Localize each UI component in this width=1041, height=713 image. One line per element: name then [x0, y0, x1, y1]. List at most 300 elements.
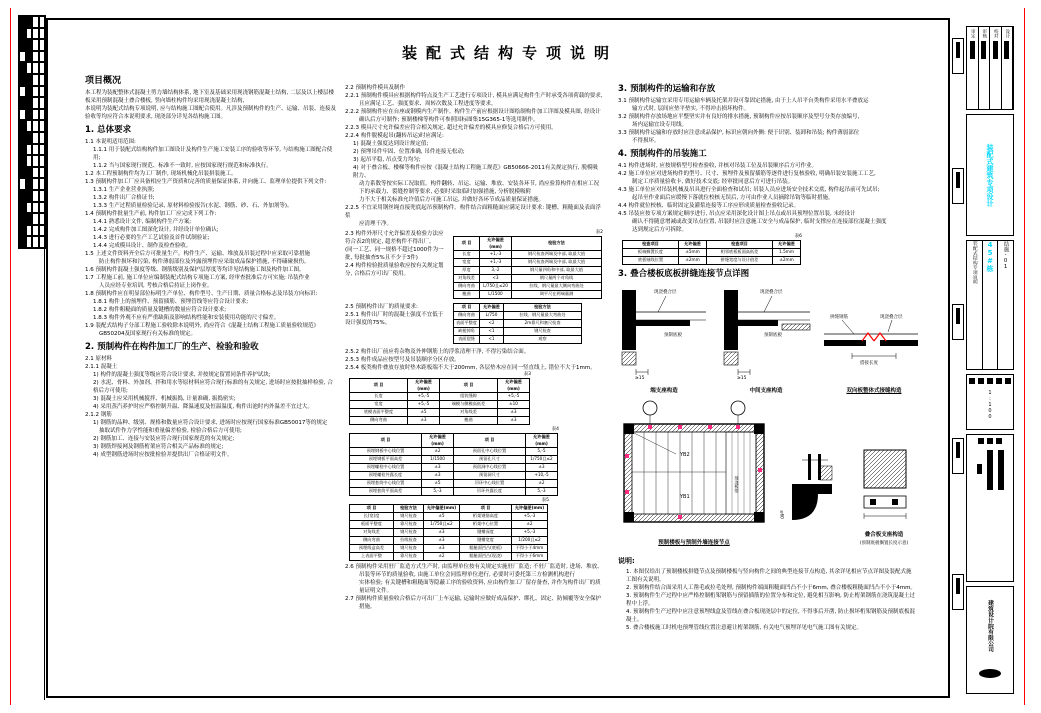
section-2-6 — [345, 563, 603, 611]
stamp-box — [952, 38, 964, 74]
table-cell: 钢尺检查 — [394, 529, 424, 537]
seal-square — [969, 378, 975, 384]
text-line: 防止构件损坏和污染, 构件薄弱部位及外露预埋件应采取成品保护措施, 不得磕碰损伤。 — [99, 259, 310, 265]
text-line: 1.3.3 生产过程质量检验记录, 原材料检验报告(水泥、钢筋、砂、石、外加剂等)。 — [93, 203, 293, 209]
table-cell: L/1500 — [480, 291, 512, 299]
table-cell: 表面裂缝 — [454, 336, 480, 344]
text-line: 1.3.2 构件出厂合格证书; — [93, 195, 155, 201]
table-cell: 5,-3 — [526, 488, 558, 496]
table-cell: 键槽宽度 — [460, 537, 512, 545]
table-cell: 预留孔中心线位置 — [454, 448, 526, 456]
note-line: 4. 预制构件生产过程中应注意预埋线盒及管线在叠合板现浇层中的定位, 不得事后开凿, 防止损坏桁架钢筋及预制底板混凝土。 — [626, 609, 915, 623]
text-line: 3) 起吊平稳, 吊点受力均匀; — [353, 157, 421, 163]
table-cell: 钢尺检查 — [394, 513, 424, 521]
table-cell: 拼缝宽度与设计值差 — [707, 257, 773, 265]
signature-box — [966, 26, 1014, 110]
text-line: 本工程为装配整体式混凝土剪力墙结构体系, 地下室及基础采用现浇钢筋混凝土结构, 二层及以上楼层楼板采用预制混凝土叠合楼板, 竖向墙柱构件均采用现浇混凝土结构, — [85, 90, 334, 104]
text-line: 2.5.3 构件成品应按型号及吊装顺序分区存放。 — [345, 357, 460, 363]
text-line: 4.3 施工单位应对吊装机械及吊具进行全面检查和试吊; 吊装人员应进场安全技术交底, 构件起吊前可先试吊; — [618, 187, 880, 193]
row-2-5 — [345, 303, 603, 346]
table-cell: 宽度 — [350, 401, 408, 409]
table-cell: ±3 — [498, 409, 530, 417]
table-cell: 不得小于4mm — [512, 545, 548, 553]
signature-mark — [1004, 41, 1009, 59]
joint-detail-row — [618, 284, 918, 394]
plan-caption: 预制楼板与预制外墙连接节点 — [658, 540, 730, 546]
text-line: 1.6 预制构件混凝土强度等级、钢筋级别及保护层厚度等均详见结构施工图及构件加工图。 — [85, 267, 305, 273]
text-line: 下的承载力、裂缝控制等要求, 必要时采取临时加强措施, 分析脱模吸附 — [359, 189, 531, 195]
table-cell: L/750 — [480, 312, 504, 320]
text-line: 制定工序质量验收卡, 做好技术交底; 经审批同意后方可进行吊装。 — [632, 179, 794, 185]
support-drawing — [848, 446, 918, 524]
table-cell: <1 — [480, 336, 504, 344]
section-drawing — [780, 450, 838, 542]
text-line: 2.7 预制构件质量验收合格后方可出厂上车运输, 运输时应做好成品保护、绑扎、固定、防倾覆等安全保护 — [345, 596, 601, 602]
table-caption: 表4 — [551, 427, 559, 432]
titleblock-narrow-strip — [952, 18, 965, 698]
text-line: 1.9 装配式结构子分部工程施工验收除本说明外, 尚应符合《混凝土结构工程施工质量验收规范》 — [85, 323, 319, 329]
table-cell: ±3 — [408, 417, 440, 425]
text-line: 1.3 预制构件加工厂应具备相应生产资质和完善的质量保证体系, 并向施工、监理单位提供下列文件: — [85, 179, 327, 185]
text-line: 项目概况 — [85, 76, 122, 86]
table-header-cell: 允许偏差(mm) — [498, 379, 530, 393]
svg-text:拼缝钢筋: 拼缝钢筋 — [830, 315, 848, 320]
table-cell: 底板轴线位置 — [623, 257, 679, 265]
table-cell: 钢尺量四角和中部, 取最大值 — [512, 267, 602, 275]
seal-square — [1005, 378, 1011, 384]
text-line: 3. 预制构件的运输和存放 — [618, 84, 716, 94]
table-cell: 钢尺检查两端及中部, 取最大值 — [512, 251, 602, 259]
text-line: 1.1.1 用于装配式结构构件加工图设计及构件生产施工安装工序的验收等环节, 与结构施工图配合使用; — [93, 147, 333, 161]
table-cell: 侧向弯曲 — [454, 312, 480, 320]
note-line: 1. 本图仅给出了预制楼板拼缝节点及预制楼板与竖向构件之间的典型连接节点构造, 其余详见相应节点详图及装配式施工图有关说明。 — [626, 569, 912, 583]
svg-text:现浇叠合层: 现浇叠合层 — [654, 290, 677, 295]
table-cell: 预埋钢板中心线位置 — [350, 448, 422, 456]
table-cell: <3 — [480, 275, 512, 283]
table-header-cell: 允许偏差 — [480, 304, 504, 312]
notes-title: 说明: — [618, 557, 635, 565]
svg-text:≥15: ≥15 — [635, 376, 645, 380]
support-caption-1: 叠合板支座构造 — [864, 532, 904, 538]
support-caption-2: (预制底板搁置长度示意) — [859, 541, 909, 546]
sections-3-4 — [618, 84, 918, 234]
table-cell: <1 — [480, 328, 504, 336]
text-line: 2.2.2 预制构件应在台座或钢模内生产制作。构件生产前应根据设计图绘制构件加工详图及模具图, 经设计 — [345, 109, 601, 115]
table-cell: 钢尺检查两端及中部, 取最大值 — [512, 259, 602, 267]
table-header-cell: 允许偏差(mm) — [480, 237, 512, 251]
text-line: 3.2 预制构件存放场地应平整坚实并有良好的排水措施, 预制构件应按吊装顺序及型号分类存放编号, — [618, 114, 860, 120]
seal-square — [987, 438, 993, 444]
table-cell: 相邻底板板面高低差 — [707, 249, 773, 257]
signature-mark — [970, 41, 975, 59]
seal-box-2 — [966, 434, 1014, 582]
mid-support-drawing — [720, 284, 812, 380]
table-caption: 表5 — [541, 498, 549, 503]
text-line: 1.7 工程施工前, 施工单位应编制装配式结构专项施工方案, 经审查批准后方可实施; 吊装作业 — [85, 275, 310, 281]
signature-label: 设计 — [1004, 29, 1010, 38]
table-header-cell: 允许偏差 — [679, 241, 707, 249]
text-line: 4) 采用蒸汽养护时应严格控制升温、降温速度及恒温温度, 构件出池时内外温差不宜过大。 — [93, 404, 313, 410]
table-header-cell: 项 目 — [454, 434, 526, 448]
table-cell: 预埋钢板平面高差 — [350, 456, 422, 464]
text-line: 2.1 原材料 — [85, 356, 112, 362]
table-header-cell: 检验方法 — [504, 304, 582, 312]
text-line: 1.2 本工程预制构件均为工厂制作, 现场机械化吊装拼装施工。 — [85, 171, 237, 177]
text-line: 1) 钢筋的品种、级别、规格和数量应符合设计要求, 进场时应按现行国家标准GB50017等的规定 — [93, 420, 328, 426]
drawing-info-box — [966, 240, 1014, 370]
table-cell: 1/750且≤2 — [526, 456, 558, 464]
table-cell: 侧向弯曲 — [454, 283, 480, 291]
table-cell: 靠尺检查 — [394, 553, 424, 561]
svg-text:≥15: ≥15 — [737, 376, 747, 380]
svg-text:≥60: ≥60 — [780, 510, 785, 519]
table-cell: ±2 — [424, 553, 460, 561]
company-logo — [979, 669, 1001, 678]
table-cell: 拉线检查 — [394, 537, 424, 545]
text-line: 措施。 — [359, 604, 376, 610]
table-cell: 调平尺在两端量测 — [512, 291, 602, 299]
sheet-title: 装配式结构专项说明 — [401, 44, 618, 62]
text-line: 且应满足工艺、强度要求、周转次数及工程进度等要求。 — [359, 101, 497, 107]
text-line: 应清理干净。 — [359, 221, 393, 227]
text-line: 达到规定后方可拆除。 — [632, 227, 688, 233]
table-cell: 2m靠尺和塞尺检查 — [504, 320, 582, 328]
note-line: 2. 预制构件结合面采用人工凿毛或拉毛处理, 预制构件端面粗糙面凹凸不小于6mm, 叠合楼板粗糙面凹凸不小于4mm。 — [626, 585, 916, 591]
text-line: 1.1 本说明适用范围: — [85, 139, 136, 145]
signature-cell — [990, 27, 1002, 109]
text-line: 2.3 构件外形尺寸允许偏差及检验方法应符合表2的规定, 超差构件不得出厂。 — [345, 231, 444, 245]
table-cell: 翘曲 — [454, 291, 480, 299]
table-cell: 桁架中心位置 — [460, 521, 512, 529]
text-line: 1) 混凝土强度达到设计规定值; — [353, 141, 429, 147]
table-cell: 键槽深度 — [460, 529, 512, 537]
text-line: 2.5.1 构件出厂时的混凝土强度不宜低于设计强度的75%。 — [345, 312, 444, 326]
table-header-cell: 检验方法 — [512, 237, 602, 251]
text-line: 2) 水泥、骨料、外加剂、拌和用水等原材料应符合现行标准的有关规定, 进场时应按批抽样检验, 合格后方可使用; — [93, 380, 333, 394]
table-cell: ±2 — [526, 480, 558, 488]
stamp-box — [952, 574, 964, 610]
text-line: 2.5 预制构件出厂的质量要求: — [345, 304, 418, 310]
svg-text:YB2: YB2 — [680, 452, 690, 458]
table-cell: 长度 — [350, 393, 408, 401]
text-line: 1.1.2 当与国家现行规范、标准不一致时, 应按国家现行规范和标准执行。 — [93, 163, 272, 169]
spec-table — [453, 303, 582, 344]
detail-two-way-joint — [822, 310, 918, 394]
spec-table — [349, 433, 558, 496]
detail-caption: 中间支座构造 — [749, 388, 783, 394]
table-cell: 预埋螺栓外露长度 — [350, 472, 422, 480]
text-line: 3) 混凝土应采用机械搅拌、机械振捣, 计量准确, 振捣密实; — [93, 396, 236, 402]
detail-caption: 端支座构造 — [650, 388, 678, 394]
table-cell: ±3 — [424, 545, 460, 553]
table-cell: +10,-5 — [526, 472, 558, 480]
end-support-drawing — [618, 284, 710, 380]
signature-cell — [1002, 27, 1014, 109]
signature-cell — [979, 27, 991, 109]
text-line: 2.5.4 板类构件叠放存放时垫木距板端不大于200mm, 各层垫木应在同一竖直线上, 错位不大于1mm。 — [345, 365, 596, 371]
text-line: 起吊至作业面后应缓慢下落就位校核无误后, 方可由作业人员摘除吊钩等临时措施。 — [632, 195, 834, 201]
stamp-box — [952, 168, 964, 204]
table-cell: ±2 — [512, 521, 548, 529]
table-4-container — [345, 427, 603, 496]
table-cell: +5,-3 — [512, 513, 548, 521]
svg-text:现浇叠合层: 现浇叠合层 — [880, 315, 903, 320]
seal-box-1 — [966, 374, 1014, 430]
table-cell: 对角线差 — [350, 529, 394, 537]
text-line: 4.2 施工单位应对进场构件的型号、尺寸、预埋件及预留插筋等逐件进行复核验收, 明确吊装安装施工工艺, — [618, 171, 876, 177]
table-header-cell: 检查项目 — [623, 241, 679, 249]
table-cell: 粗糙面凹凸(底板) — [460, 545, 512, 553]
seal-square — [978, 378, 984, 384]
table-cell: L/750且≤20 — [480, 283, 512, 291]
binding-revision-strip — [18, 15, 46, 249]
table-cell: 钢尺量两个对角线 — [512, 275, 602, 283]
table-cell: 粗糙面凹凸(现浇) — [460, 553, 512, 561]
text-line: 2.6 预制构件采用驻厂监造方式生产时, 由监理单位按有关规定实施驻厂监造; 不驻厂监造时, 进场、堆放、 — [345, 564, 603, 570]
table-cell: ±3 — [424, 537, 460, 545]
text-beside-table2 — [345, 230, 445, 278]
support-detail — [848, 446, 918, 546]
svg-text:现浇板带: 现浇板带 — [734, 476, 740, 493]
detail-heading: 3. 叠合楼板底板拼缝连接节点详图 — [618, 269, 750, 279]
table-cell: 厚度 — [454, 267, 480, 275]
text-column-1 — [85, 74, 337, 670]
table-header-cell: 项 目 — [440, 379, 498, 393]
table-cell: 拉线、钢尺量最大弯曲处 — [504, 312, 582, 320]
note-line: 5. 叠合楼板施工时机电预埋管线位置注意避让桁架钢筋, 有关电气预埋详见电气施工图有关规定。 — [626, 625, 862, 631]
right-trim-line — [1024, 8, 1025, 705]
table-cell: 拉线、钢尺量最大侧向弯曲处 — [512, 283, 602, 291]
text-line: 2.2.4 构件脱模起吊(翻转吊运)时应满足: — [345, 133, 444, 139]
table-cell: 预留洞中心线位置 — [454, 464, 526, 472]
table-cell: 预埋线盒高差 — [350, 545, 394, 553]
text-line: 4.4 构件就位校核、临时固定及灌浆连接等工序应形成质量检查验收记录。 — [618, 203, 799, 209]
notes-list — [618, 568, 916, 632]
signature-label: 审定 — [970, 29, 976, 38]
text-line: 1.4.4 完成模具设计、制作及检查验收。 — [93, 243, 192, 249]
signature-bars — [967, 444, 1013, 490]
spec-table — [453, 236, 602, 299]
svg-text:预制底板: 预制底板 — [764, 333, 782, 338]
table-caption: 表6 — [794, 234, 802, 239]
table-cell: 预埋螺栓中心线位置 — [350, 464, 422, 472]
company-name: 建筑设计院有限公司 — [986, 599, 993, 653]
text-line: 力不大于相关标准允许值后方可施工吊运, 并做好各环节成品质量保证措施。 — [359, 197, 544, 203]
text-line: 4.1 构件进场时, 应按规格型号检查验收, 并核对吊装工位及吊装顺序后方可作业。 — [618, 163, 817, 169]
table-header-cell: 项 目 — [454, 237, 480, 251]
table-header-cell: 项 目 — [350, 379, 408, 393]
table-cell: 长(宽)度 — [350, 513, 394, 521]
seal-square — [996, 438, 1002, 444]
project-name: 装配式建筑专项设计 — [986, 143, 994, 207]
table-cell: 桁架钢筋高度 — [460, 513, 512, 521]
table-cell: +5,-5 — [408, 401, 440, 409]
drawing-title-vertical: 装配式结构专项说明 — [971, 241, 977, 285]
table-cell: 不得小于6mm — [512, 553, 548, 561]
table-cell: 上表面平整 — [350, 553, 394, 561]
signature-label: 校对 — [993, 29, 999, 38]
detail-end-support — [618, 284, 710, 394]
text-line: 1.3.1 生产企业营业执照; — [93, 187, 155, 193]
signature-mark — [993, 41, 998, 59]
table-cell: 观察 — [504, 336, 582, 344]
detail-mid-support — [720, 284, 812, 394]
stamp-box — [952, 438, 964, 474]
table-cell: ±5 — [408, 409, 440, 417]
text-line: 2.1.1 混凝土 — [85, 364, 118, 370]
table-cell: ±3 — [422, 472, 454, 480]
two-way-joint-drawing — [822, 310, 918, 380]
table-header-cell: 允许偏差(mm) — [408, 379, 440, 393]
text-line: 4) 成型钢筋进场时应按批检验并提供出厂合格证明文件。 — [93, 452, 233, 458]
signature-cell — [967, 27, 979, 109]
text-line: 2) 预埋吊件牢固、位置准确, 吊件连接无松动; — [353, 149, 465, 155]
signature-label: 审核 — [981, 29, 987, 38]
plan-drawing — [618, 398, 770, 532]
text-line: 4) 对于叠合板、楼梯等构件应按《混凝土结构工程施工规范》GB50666-2011有关规定执行, 脱模吸附力、 — [353, 165, 598, 179]
detail-caption: 双向板整体式接缝构造 — [846, 388, 902, 394]
svg-text:YB1: YB1 — [680, 494, 690, 500]
text-line: 4. 预制构件的吊装施工 — [618, 149, 707, 159]
table-cell: 侧向弯曲 — [350, 537, 394, 545]
table-cell: 靠尺检查 — [394, 521, 424, 529]
text-line: 不得损坏。 — [632, 138, 660, 144]
text-line: (同一工艺、同一规格不超过1000件为一批, 每批抽查5%且不少于3件) — [345, 247, 444, 261]
text-line: 抽取试件作力学性能和重量偏差检验, 检验合格后方可使用; — [99, 428, 242, 434]
signature-mark — [981, 41, 986, 59]
table-cell: ±2mm — [773, 257, 801, 265]
table-cell: +5,-5 — [408, 393, 440, 401]
table-cell: 1/1500 — [422, 456, 454, 464]
plan-detail-row — [618, 398, 918, 546]
table-cell: 吊环外露长度 — [454, 488, 526, 496]
text-column-3 — [618, 80, 918, 680]
text-line: GB50204及国家现行有关标准的规定。 — [99, 331, 197, 337]
table-cell: ±5 — [422, 480, 454, 488]
table-cell: 1.5mm — [773, 249, 801, 257]
text-line: 动力系数等按实际工况取值。构件翻转、吊运、运输、堆放、安装各环节, 尚应验算构件在相应工况 — [359, 181, 599, 187]
table-cell: 吊环中心线位置 — [454, 480, 526, 488]
table-3-container — [345, 372, 603, 425]
text-line: 人员应经专业培训, 考核合格后持证上岗作业。 — [99, 283, 213, 289]
table-cell: 宽度 — [454, 259, 480, 267]
table-caption: 表2 — [595, 230, 603, 235]
table-cell: 端模与侧模高低差 — [440, 401, 498, 409]
text-line: 吊装等环节的质量验收, 由施工单位会同监理单位进行, 必要时可委托第三方检测机构进行 — [359, 572, 575, 578]
table-cell: 缺棱掉角 — [454, 328, 480, 336]
table-cell: 对角线差 — [454, 275, 480, 283]
table-cell: +5,-5 — [498, 393, 530, 401]
table-cell: ±3 — [422, 464, 454, 472]
text-line: 2.2.5 不宜采用钢丝绳直接兜底起吊预制构件。构件结合面粗糙面应满足设计要求: 键槽、粗糙面及表面浮浆 — [345, 205, 601, 219]
text-line: 2.4 构件检验批质量验收应按有关规定划分, 合格后方可出厂使用。 — [345, 263, 444, 277]
stamp-box — [952, 304, 964, 340]
seal-square — [978, 438, 984, 444]
text-line: 2.1.2 钢筋 — [85, 412, 112, 418]
text-line: 实体检验; 有关键槽和粗糙面等隐蔽工序的验收资料, 应由构件加工厂留存备查, 并作为构件出厂的质量证明文件。 — [359, 580, 601, 594]
table-cell: 底模表面平整度 — [350, 409, 408, 417]
table-cell: ±5 — [424, 513, 460, 521]
text-line: 1.5 上述文件资料齐全后方可批量生产。构件生产、运输、堆放及吊装过程中应采取可靠措施 — [85, 251, 310, 257]
text-column-2 — [345, 84, 603, 676]
table-cell: ±5mm — [679, 249, 707, 257]
text-line: 2.5.2 构件出厂前应将杂物及外伸钢筋上的浮浆清理干净, 不得污染结合面。 — [345, 349, 530, 355]
plan-detail — [618, 398, 770, 546]
spec-table — [622, 240, 801, 265]
text-line: 1.8.1 构件上的预埋件、预留插筋、预埋管线等应符合设计要求; — [93, 299, 249, 305]
text-line: 2.2 预制构件模具及制作 — [345, 85, 405, 91]
table-header-cell: 允许偏差(mm) — [512, 505, 548, 513]
row-2-3 — [345, 230, 603, 301]
table-6-container — [618, 234, 918, 265]
text-line: 2) 钢筋加工、连接与安装应符合现行国家规范的有关规定; — [93, 436, 235, 442]
table-header-cell: 允许偏差(mm) — [424, 505, 460, 513]
seal-square — [996, 378, 1002, 384]
drawing-number: 结施-01 — [1002, 241, 1009, 270]
table-cell: ±3 — [498, 417, 530, 425]
table-cell: ±10 — [498, 401, 530, 409]
table-header-cell: 项 目 — [460, 505, 512, 513]
section-2-2 — [345, 84, 603, 228]
text-line: 1.8.3 构件外观不应有严重缺陷及影响结构性能和安装使用功能的尺寸偏差。 — [93, 315, 280, 321]
table-cell: ±3 — [424, 529, 460, 537]
section-2-5 — [345, 348, 603, 372]
table-cell: +5,-3 — [512, 529, 548, 537]
text-line: 确认不得随意增减或改变吊点位置, 吊装时应注意施工安全与成品保护, 临时支撑应在连接部位混凝土强度 — [632, 219, 887, 225]
text-line: 2.2.3 模具尺寸允许偏差应符合相关规定, 超过允许偏差的模具应修复合格后方可使用。 — [345, 125, 557, 131]
text-line: 2. 预制构件在构件加工厂的生产、检验和验收 — [85, 342, 259, 352]
table-cell: ±2mm — [679, 257, 707, 265]
table-cell: <2 — [480, 320, 504, 328]
table-cell: 表面平整度 — [454, 320, 480, 328]
text-line: 输方式时, 层间应垫平垫实, 不得冲击损坏构件。 — [632, 106, 749, 112]
section-detail — [780, 450, 838, 546]
table-cell: 5,-3 — [422, 488, 454, 496]
notes-block — [618, 556, 916, 632]
spec-table — [349, 504, 548, 561]
table-cell: 1/200且≤2 — [512, 537, 548, 545]
note-line: 3. 预制构件生产过程中应严格控制桁架钢筋与预留插筋的位置分布和定位, 避免相互影响, 防止桁架钢筋在浇筑混凝土过程中上浮。 — [626, 593, 915, 607]
table-header-cell: 检验方法 — [394, 505, 424, 513]
table-cell: +1,-3 — [480, 259, 512, 267]
project-name-box — [966, 114, 1014, 236]
table-header-cell: 检查项目 — [707, 241, 773, 249]
table-cell: 板端搁置长度 — [623, 249, 679, 257]
table-cell: 预留洞尺寸 — [454, 472, 526, 480]
table-cell: 预埋套筒平面高差 — [350, 488, 422, 496]
svg-text:搭接长度: 搭接长度 — [860, 361, 878, 366]
left-trim-line — [10, 8, 11, 705]
text-line: 1.4.3 进行必要的生产工艺试验及首件试制验证; — [93, 235, 210, 241]
table-cell: ±3 — [526, 464, 558, 472]
table-header-cell: 项 目 — [350, 505, 394, 513]
table-cell: 3,-2 — [480, 267, 512, 275]
table-cell: 钢尺检查 — [504, 328, 582, 336]
table-cell: 侧向弯曲 — [350, 417, 408, 425]
text-line: 1.4.1 熟悉设计文件, 编制构件生产方案; — [93, 219, 192, 225]
text-line: 1) 构件的混凝土强度等级应符合设计要求, 并按规定留置同条件养护试块; — [93, 372, 271, 378]
table-cell: 翘曲 — [440, 417, 498, 425]
text-line: 1.4.2 完成构件加工图深化设计, 并经设计单位确认; — [93, 227, 219, 233]
text-line: 2.2.1 预制构件模具应根据构件特点及生产工艺进行专项设计, 模具应满足构件生产时承受各项荷载的要求, — [345, 93, 603, 99]
text-line: 1.8 预制构件应在明显部位标明生产单位、构件型号、生产日期、质量合格标志及吊装方向标识: — [85, 291, 318, 297]
table-cell: +1,-3 — [480, 251, 512, 259]
title-block — [966, 18, 1016, 698]
text-line: 3.3 预制构件运输和存放时应注意成品保护, 标识应朝向外侧: 便于识别、装卸和吊装; 构件薄弱部位 — [618, 130, 860, 136]
inner-edge-line — [44, 18, 45, 700]
table-cell: 板面平整度 — [350, 521, 394, 529]
table-cell: 钢尺检查 — [394, 545, 424, 553]
